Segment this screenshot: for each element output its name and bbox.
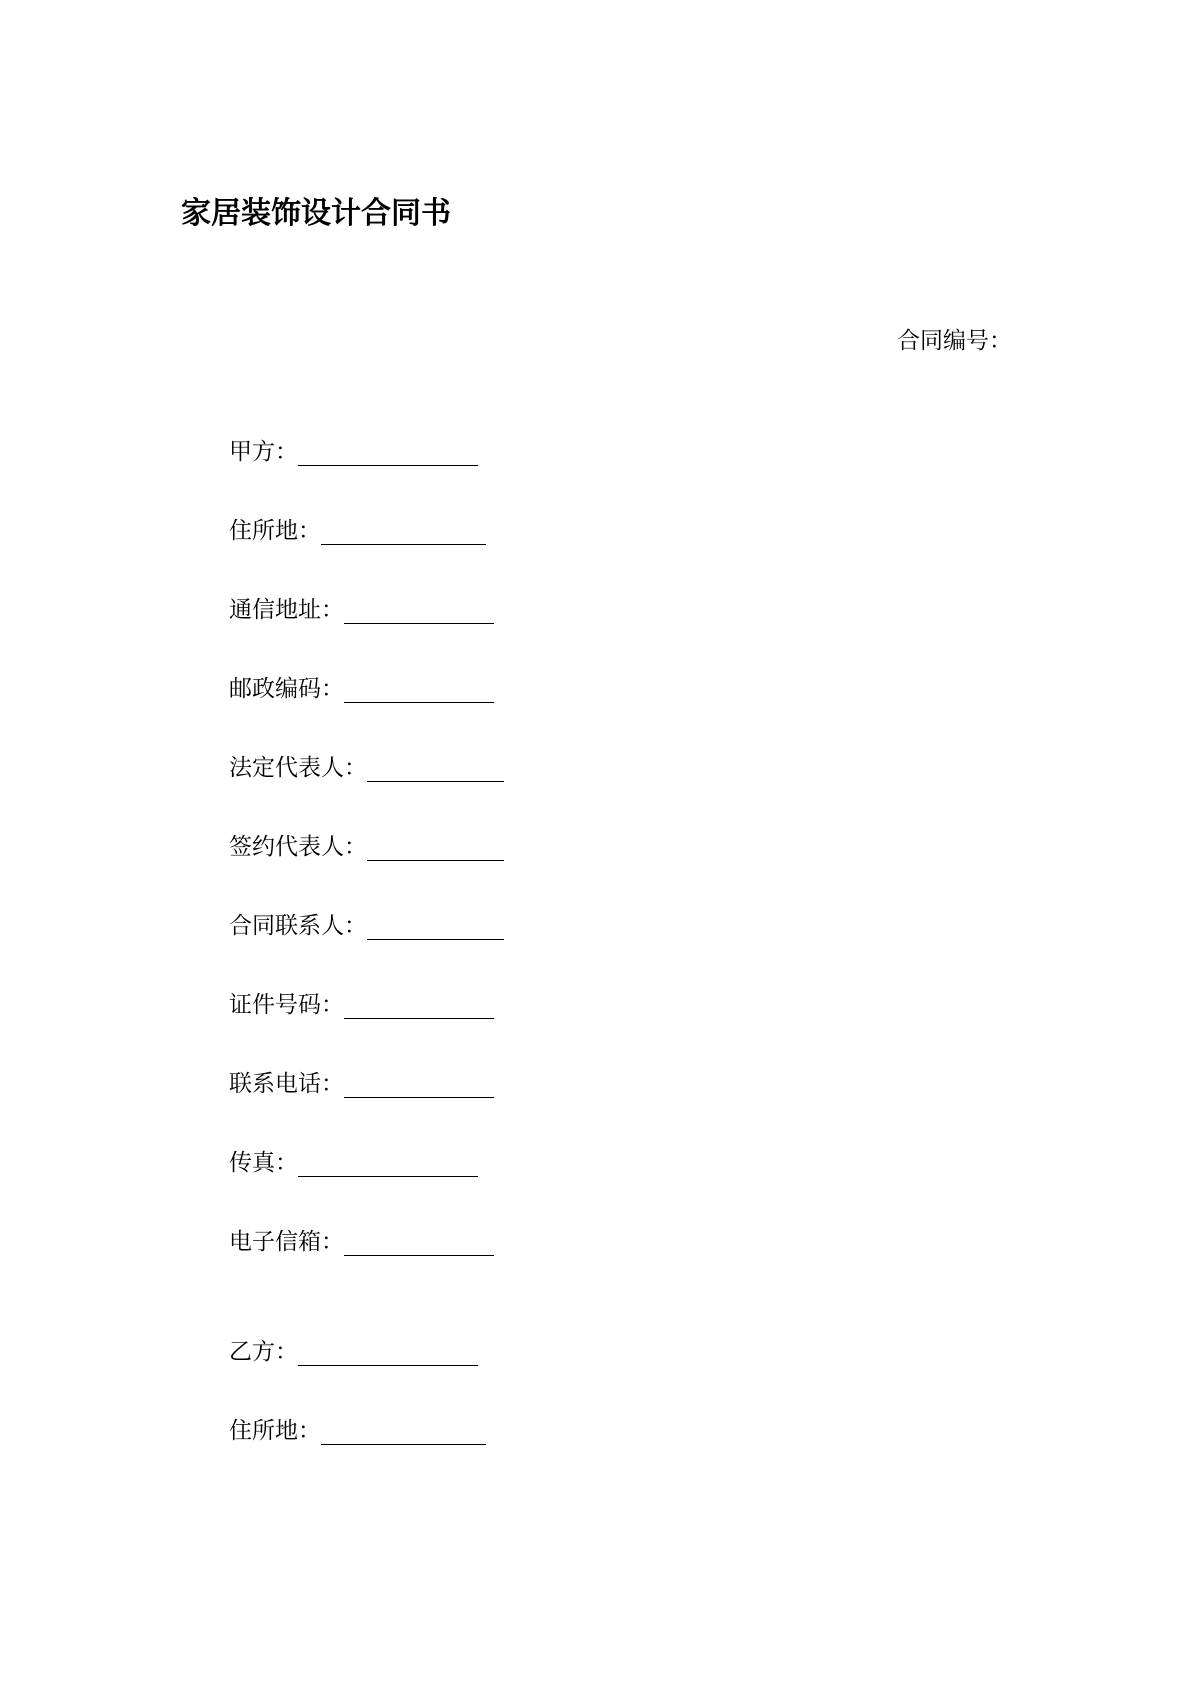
document-title: 家居装饰设计合同书 <box>181 196 451 231</box>
party-b-blank[interactable] <box>298 1364 478 1366</box>
party-a-fax-label: 传真： <box>229 1150 298 1176</box>
party-a-id-number-blank[interactable] <box>344 1017 494 1019</box>
party-a-phone-blank[interactable] <box>344 1096 494 1098</box>
party-a-signing-representative-field <box>229 831 504 863</box>
party-a-mailing-address-blank[interactable] <box>344 622 494 624</box>
party-b-field <box>229 1336 478 1368</box>
party-a-fax-field <box>229 1147 478 1179</box>
party-a-email-field <box>229 1226 494 1258</box>
party-a-phone-field <box>229 1068 494 1100</box>
party-a-postal-code-label: 邮政编码： <box>229 676 344 702</box>
party-a-blank[interactable] <box>298 464 478 466</box>
party-a-legal-representative-blank[interactable] <box>367 780 504 782</box>
party-a-legal-representative-label: 法定代表人： <box>229 755 367 781</box>
party-a-fax-blank[interactable] <box>298 1175 478 1177</box>
party-a-contract-contact-field <box>229 910 504 942</box>
party-a-mailing-address-field <box>229 594 494 626</box>
party-a-domicile-field <box>229 515 486 547</box>
party-b-label: 乙方： <box>229 1339 298 1365</box>
party-a-label: 甲方： <box>229 439 298 465</box>
party-a-contract-contact-blank[interactable] <box>367 938 504 940</box>
party-b-domicile-label: 住所地： <box>229 1418 321 1444</box>
party-a-id-number-label: 证件号码： <box>229 992 344 1018</box>
party-b-domicile-field <box>229 1415 486 1447</box>
party-a-field <box>229 436 478 468</box>
party-a-postal-code-field <box>229 673 494 705</box>
contract-number-label: 合同编号： <box>897 328 1012 354</box>
party-a-id-number-field <box>229 989 494 1021</box>
party-b-domicile-blank[interactable] <box>321 1443 486 1445</box>
party-a-legal-representative-field <box>229 752 504 784</box>
party-a-domicile-blank[interactable] <box>321 543 486 545</box>
party-a-signing-representative-blank[interactable] <box>367 859 504 861</box>
party-a-email-label: 电子信箱： <box>229 1229 344 1255</box>
party-a-email-blank[interactable] <box>344 1254 494 1256</box>
party-a-signing-representative-label: 签约代表人： <box>229 834 367 860</box>
party-a-phone-label: 联系电话： <box>229 1071 344 1097</box>
party-a-mailing-address-label: 通信地址： <box>229 597 344 623</box>
party-a-postal-code-blank[interactable] <box>344 701 494 703</box>
party-a-contract-contact-label: 合同联系人： <box>229 913 367 939</box>
party-a-domicile-label: 住所地： <box>229 518 321 544</box>
